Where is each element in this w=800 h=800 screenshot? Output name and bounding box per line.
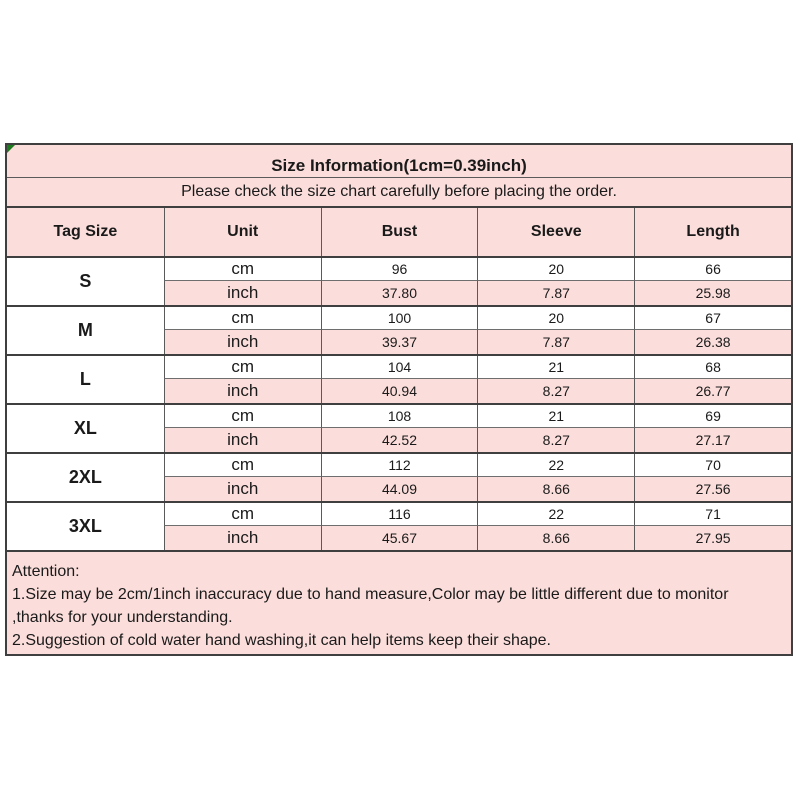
value-cell: 67 — [634, 307, 791, 330]
value-cell: 100 — [321, 307, 478, 330]
header-bust: Bust — [321, 208, 478, 256]
unit-label: cm — [164, 405, 321, 428]
attention-note — [7, 552, 791, 654]
unit-label: inch — [164, 281, 321, 305]
value-cell: 20 — [477, 307, 634, 330]
attention-line: Attention: — [12, 563, 80, 580]
size-label: L — [7, 356, 164, 403]
value-cell: 70 — [634, 454, 791, 477]
value-cell: 26.77 — [634, 379, 791, 403]
size-label: S — [7, 258, 164, 305]
unit-label: cm — [164, 258, 321, 281]
value-cell: 26.38 — [634, 330, 791, 354]
size-group-3xl — [7, 503, 791, 552]
value-cell: 7.87 — [477, 330, 634, 354]
value-cell: 25.98 — [634, 281, 791, 305]
value-cell: 27.17 — [634, 428, 791, 452]
size-group-m — [7, 307, 791, 356]
value-cell: 21 — [477, 405, 634, 428]
unit-label: cm — [164, 503, 321, 526]
value-cell: 21 — [477, 356, 634, 379]
size-label: M — [7, 307, 164, 354]
column-header-row — [7, 208, 791, 258]
value-cell: 68 — [634, 356, 791, 379]
attention-line: 1.Size may be 2cm/1inch inaccuracy due to hand measure,Color may be little different due to monitor — [12, 586, 729, 603]
value-cell: 42.52 — [321, 428, 478, 452]
header-tag-size: Tag Size — [53, 223, 118, 240]
unit-label: inch — [164, 477, 321, 501]
value-cell: 22 — [477, 503, 634, 526]
value-cell: 8.66 — [477, 477, 634, 501]
size-group-s — [7, 258, 791, 307]
value-cell: 8.27 — [477, 379, 634, 403]
value-cell: 69 — [634, 405, 791, 428]
header-length: Length — [634, 208, 791, 256]
unit-label: inch — [164, 428, 321, 452]
value-cell: 40.94 — [321, 379, 478, 403]
header-unit: Unit — [164, 208, 321, 256]
value-cell: 27.95 — [634, 526, 791, 550]
table-title: Size Information(1cm=0.39inch) — [7, 145, 791, 178]
size-label: 3XL — [7, 503, 164, 550]
unit-label: cm — [164, 454, 321, 477]
header-sleeve: Sleeve — [477, 208, 634, 256]
value-cell: 8.66 — [477, 526, 634, 550]
value-cell: 39.37 — [321, 330, 478, 354]
value-cell: 66 — [634, 258, 791, 281]
attention-line: ,thanks for your understanding. — [12, 609, 233, 626]
unit-label: cm — [164, 307, 321, 330]
size-group-2xl — [7, 454, 791, 503]
size-group-l — [7, 356, 791, 405]
value-cell: 7.87 — [477, 281, 634, 305]
value-cell: 22 — [477, 454, 634, 477]
value-cell: 112 — [321, 454, 478, 477]
size-chart-table — [5, 143, 793, 656]
value-cell: 104 — [321, 356, 478, 379]
value-cell: 27.56 — [634, 477, 791, 501]
unit-label: inch — [164, 526, 321, 550]
unit-label: inch — [164, 330, 321, 354]
value-cell: 8.27 — [477, 428, 634, 452]
unit-label: cm — [164, 356, 321, 379]
size-label: XL — [7, 405, 164, 452]
unit-label: inch — [164, 379, 321, 403]
attention-line: 2.Suggestion of cold water hand washing,it can help items keep their shape. — [12, 632, 551, 649]
value-cell: 96 — [321, 258, 478, 281]
size-group-xl — [7, 405, 791, 454]
value-cell: 116 — [321, 503, 478, 526]
value-cell: 37.80 — [321, 281, 478, 305]
size-label: 2XL — [7, 454, 164, 501]
value-cell: 20 — [477, 258, 634, 281]
value-cell: 45.67 — [321, 526, 478, 550]
table-subtitle: Please check the size chart carefully before placing the order. — [7, 178, 791, 208]
excel-corner-marker-icon — [7, 145, 15, 153]
value-cell: 108 — [321, 405, 478, 428]
value-cell: 71 — [634, 503, 791, 526]
value-cell: 44.09 — [321, 477, 478, 501]
